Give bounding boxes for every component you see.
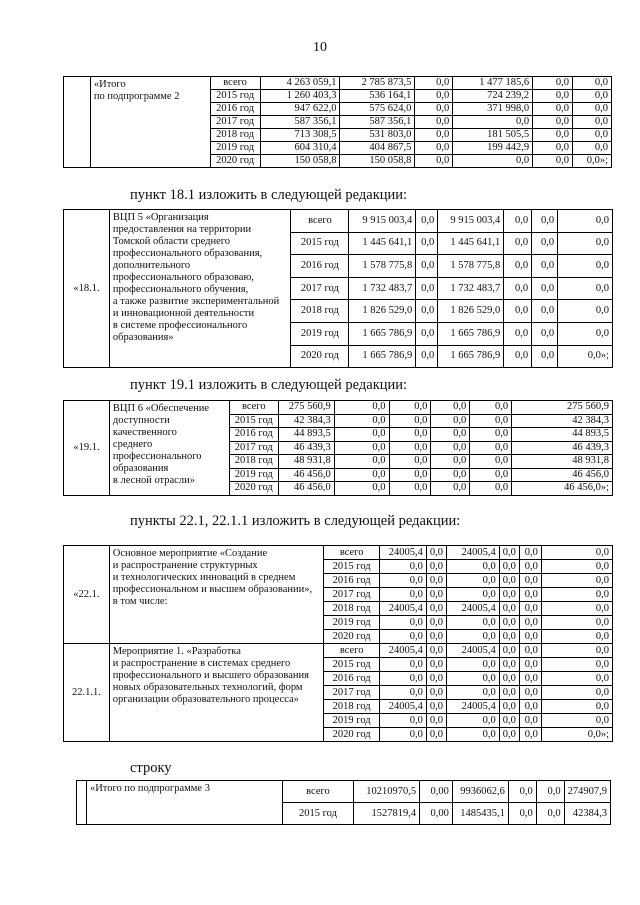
amount-cell: 0,0 <box>533 116 573 129</box>
amount-cell: 0,0 <box>519 700 541 714</box>
amount-cell: 0,0 <box>334 441 389 455</box>
amount-cell: 1 665 786,9 <box>349 345 416 368</box>
amount-cell: 0,0 <box>499 560 519 574</box>
amount-cell: 0,0 <box>533 77 573 90</box>
amount-cell: 1485435,1 <box>452 803 508 825</box>
amount-cell: 0,0 <box>558 322 613 345</box>
amount-cell: 0,0 <box>416 345 438 368</box>
amount-cell: 0,0 <box>426 672 446 686</box>
amount-cell: 0,0 <box>536 803 564 825</box>
amount-cell: 0,0 <box>334 414 389 428</box>
amount-cell: 0,0 <box>416 210 438 233</box>
amount-cell: 536 164,1 <box>340 90 415 103</box>
amount-cell: 0,0 <box>541 700 612 714</box>
amount-cell: 24005,4 <box>380 644 427 658</box>
amount-cell: 0,0 <box>447 574 500 588</box>
amount-cell: 0,0 <box>541 616 612 630</box>
amount-cell: 0,0 <box>426 602 446 616</box>
amount-cell: 0,0 <box>334 468 389 482</box>
amount-cell: 0,0 <box>519 686 541 700</box>
amount-cell: 0,0 <box>573 90 612 103</box>
amount-cell: 0,0 <box>504 345 532 368</box>
amount-cell: 24005,4 <box>380 700 427 714</box>
amount-cell: 0,0 <box>499 658 519 672</box>
amount-cell: 0,0 <box>499 714 519 728</box>
period-cell: 2017 год <box>291 277 349 300</box>
amount-cell: 9 915 003,4 <box>438 210 504 233</box>
amount-cell: 0,0 <box>558 255 613 278</box>
amount-cell: 0,0 <box>334 428 389 442</box>
amount-cell: 24005,4 <box>447 700 500 714</box>
amount-cell: 0,0 <box>431 455 470 469</box>
amount-cell: 0,0 <box>532 345 558 368</box>
amount-cell: 0,0 <box>426 700 446 714</box>
amount-cell: 0,0 <box>447 728 500 742</box>
amount-cell: 0,0 <box>541 546 612 560</box>
amount-cell: 0,0 <box>504 232 532 255</box>
amount-cell: 0,0 <box>389 455 431 469</box>
amount-cell: 4 263 059,1 <box>260 77 340 90</box>
amount-cell: 1 665 786,9 <box>438 322 504 345</box>
amount-cell: 48 931,8 <box>278 455 334 469</box>
amount-cell: 0,0 <box>426 588 446 602</box>
amount-cell: 0,0 <box>532 277 558 300</box>
amount-cell: 0,0 <box>470 428 512 442</box>
amount-cell: 0,0 <box>533 129 573 142</box>
amount-cell: 0,0 <box>470 401 512 415</box>
amount-cell: 0,0 <box>508 781 536 803</box>
amount-cell: 0,0 <box>499 672 519 686</box>
amount-cell: 0,0 <box>470 468 512 482</box>
amount-cell: 0,0 <box>573 77 612 90</box>
period-cell: 2020 год <box>229 482 278 496</box>
amount-cell: 0,0 <box>447 616 500 630</box>
amount-cell: 0,0 <box>426 560 446 574</box>
amount-cell: 0,0 <box>499 686 519 700</box>
amount-cell: 0,0 <box>541 588 612 602</box>
subprogram-3-totals-table <box>76 780 611 825</box>
amount-cell: 42 384,3 <box>512 414 613 428</box>
table-row <box>64 77 612 90</box>
amount-cell: 371 998,0 <box>453 103 533 116</box>
amount-cell: 0,0 <box>447 686 500 700</box>
period-cell: 2019 год <box>291 322 349 345</box>
amount-cell: 0,0 <box>380 686 427 700</box>
amount-cell: 0,0 <box>415 129 453 142</box>
amount-cell: 0,0 <box>470 441 512 455</box>
amount-cell: 0,0 <box>532 322 558 345</box>
amount-cell: 0,0 <box>416 255 438 278</box>
amount-cell: 0,0 <box>504 277 532 300</box>
amount-cell: 0,0 <box>519 574 541 588</box>
row-description-cell: ВЦП 6 «Обеспечение доступности качественного среднего профессионального образования в лесной отрасли» <box>109 401 229 496</box>
amount-cell: 0,0 <box>431 414 470 428</box>
amount-cell: 0,0 <box>380 658 427 672</box>
instruction-paragraph-18-1: пункт 18.1 изложить в следующей редакции: <box>130 187 408 203</box>
amount-cell: 46 439,3 <box>512 441 613 455</box>
amount-cell: 1 445 641,1 <box>349 232 416 255</box>
period-cell: 2016 год <box>291 255 349 278</box>
amount-cell: 0,0 <box>431 428 470 442</box>
period-cell: 2017 год <box>324 588 380 602</box>
period-cell: 2016 год <box>229 428 278 442</box>
amount-cell: 24005,4 <box>380 602 427 616</box>
row-code-cell <box>64 77 91 168</box>
subprogram-2-totals-table <box>63 76 612 168</box>
amount-cell: 0,0 <box>334 482 389 496</box>
period-cell: 2018 год <box>210 129 260 142</box>
amount-cell: 0,0 <box>504 300 532 323</box>
amount-cell: 0,0 <box>380 630 427 644</box>
amount-cell: 0,0 <box>573 116 612 129</box>
amount-cell: 0,0 <box>447 672 500 686</box>
amount-cell: 0,0»; <box>558 345 613 368</box>
amount-cell: 587 356,1 <box>340 116 415 129</box>
amount-cell: 48 931,8 <box>512 455 613 469</box>
amount-cell: 9 915 003,4 <box>349 210 416 233</box>
amount-cell: 0,0 <box>426 658 446 672</box>
amount-cell: 0,0 <box>532 232 558 255</box>
amount-cell: 1 578 775,8 <box>349 255 416 278</box>
amount-cell: 0,0 <box>426 546 446 560</box>
amount-cell: 275 560,9 <box>278 401 334 415</box>
amount-cell: 947 622,0 <box>260 103 340 116</box>
amount-cell: 0,0 <box>453 116 533 129</box>
amount-cell: 46 439,3 <box>278 441 334 455</box>
period-cell: 2015 год <box>229 414 278 428</box>
table-row <box>64 401 613 415</box>
amount-cell: 0,0 <box>519 644 541 658</box>
amount-cell: 2 785 873,5 <box>340 77 415 90</box>
amount-cell: 0,0 <box>533 90 573 103</box>
period-cell: 2020 год <box>324 630 380 644</box>
period-cell: всего <box>324 644 380 658</box>
amount-cell: 1 665 786,9 <box>349 322 416 345</box>
amount-cell: 0,0 <box>499 728 519 742</box>
amount-cell: 0,0 <box>541 686 612 700</box>
amount-cell: 0,0 <box>499 602 519 616</box>
amount-cell: 0,0 <box>558 277 613 300</box>
amount-cell: 0,0 <box>533 103 573 116</box>
amount-cell: 0,0 <box>499 546 519 560</box>
amount-cell: 24005,4 <box>447 546 500 560</box>
instruction-paragraph-22-1: пункты 22.1, 22.1.1 изложить в следующей редакции: <box>130 513 461 529</box>
amount-cell: 0,0 <box>541 574 612 588</box>
amount-cell: 24005,4 <box>447 644 500 658</box>
row-description-cell: Основное мероприятие «Создание и распространение структурных и технологических инноваций в среднем профессиональном и высшем образовании», в том числе: <box>109 546 323 644</box>
amount-cell: 42 384,3 <box>278 414 334 428</box>
amount-cell: 0,0 <box>447 658 500 672</box>
amount-cell: 0,0 <box>519 602 541 616</box>
period-cell: 2016 год <box>324 574 380 588</box>
amount-cell: 0,0 <box>426 714 446 728</box>
amount-cell: 0,0 <box>519 588 541 602</box>
period-cell: 2017 год <box>324 686 380 700</box>
row-description-cell: Мероприятие 1. «Разработка и распространение в системах среднего профессионального и высшего образования новых образовательных технологий, форм организации образовательного процесса» <box>109 644 323 742</box>
table-row <box>64 644 613 658</box>
amount-cell: 0,0 <box>447 588 500 602</box>
amount-cell: 0,0 <box>416 277 438 300</box>
period-cell: 2018 год <box>229 455 278 469</box>
amount-cell: 0,0 <box>389 428 431 442</box>
amount-cell: 0,0 <box>541 672 612 686</box>
amount-cell: 0,0 <box>415 155 453 168</box>
amount-cell: 1527819,4 <box>354 803 420 825</box>
amount-cell: 0,0 <box>519 672 541 686</box>
amount-cell: 0,0 <box>499 574 519 588</box>
amount-cell: 531 803,0 <box>340 129 415 142</box>
amount-cell: 575 624,0 <box>340 103 415 116</box>
amount-cell: 0,0 <box>334 401 389 415</box>
amount-cell: 0,0 <box>499 644 519 658</box>
amount-cell: 0,00 <box>420 781 453 803</box>
amount-cell: 404 867,5 <box>340 142 415 155</box>
amount-cell: 181 505,5 <box>453 129 533 142</box>
amount-cell: 0,0 <box>415 142 453 155</box>
row-code-cell: «18.1. <box>64 210 110 368</box>
amount-cell: 0,0 <box>415 90 453 103</box>
amount-cell: 0,0 <box>504 322 532 345</box>
period-cell: 2017 год <box>229 441 278 455</box>
amount-cell: 0,0 <box>499 700 519 714</box>
period-cell: 2018 год <box>324 602 380 616</box>
amount-cell: 0,0 <box>334 455 389 469</box>
amount-cell: 24005,4 <box>447 602 500 616</box>
period-cell: всего <box>229 401 278 415</box>
row-description-cell: ВЦП 5 «Организация предоставления на территории Томской области среднего профессионального образования, дополнительного профессионального образоваю, профессионального обучения, а также развитие экспериментальной и инновационной деятельности в системе профессионального образования» <box>109 210 291 368</box>
amount-cell: 0,0 <box>519 546 541 560</box>
amount-cell: 1 826 529,0 <box>349 300 416 323</box>
row-code-cell: «19.1. <box>64 401 110 496</box>
amount-cell: 0,0 <box>426 574 446 588</box>
amount-cell: 0,0 <box>573 142 612 155</box>
amount-cell: 1 826 529,0 <box>438 300 504 323</box>
row-description-cell: «Итого по подпрограмме 3 <box>86 781 282 825</box>
amount-cell: 0,0 <box>508 803 536 825</box>
amount-cell: 0,0 <box>415 77 453 90</box>
amount-cell: 150 058,8 <box>340 155 415 168</box>
amount-cell: 275 560,9 <box>512 401 613 415</box>
amount-cell: 42384,3 <box>564 803 610 825</box>
amount-cell: 0,0 <box>426 644 446 658</box>
period-cell: 2019 год <box>324 714 380 728</box>
amount-cell: 0,0 <box>519 658 541 672</box>
amount-cell: 0,0 <box>453 155 533 168</box>
amount-cell: 0,0 <box>389 482 431 496</box>
amount-cell: 1 578 775,8 <box>438 255 504 278</box>
amount-cell: 587 356,1 <box>260 116 340 129</box>
amount-cell: 0,0 <box>380 616 427 630</box>
amount-cell: 0,0 <box>558 210 613 233</box>
amount-cell: 0,0 <box>380 588 427 602</box>
period-cell: 2015 год <box>324 560 380 574</box>
period-cell: 2018 год <box>324 700 380 714</box>
amount-cell: 0,0 <box>389 401 431 415</box>
amount-cell: 0,0 <box>416 300 438 323</box>
row-code-cell <box>77 781 87 825</box>
period-cell: 2020 год <box>291 345 349 368</box>
amount-cell: 0,0 <box>380 560 427 574</box>
amount-cell: 0,0 <box>573 103 612 116</box>
amount-cell: 0,0 <box>431 482 470 496</box>
amount-cell: 0,0 <box>504 210 532 233</box>
amount-cell: 0,0 <box>380 714 427 728</box>
amount-cell: 0,0 <box>541 714 612 728</box>
amount-cell: 0,0 <box>573 129 612 142</box>
amount-cell: 274907,9 <box>564 781 610 803</box>
period-cell: 2020 год <box>210 155 260 168</box>
period-cell: всего <box>291 210 349 233</box>
page-number: 10 <box>313 40 327 55</box>
amount-cell: 0,0 <box>532 300 558 323</box>
amount-cell: 0,0 <box>533 155 573 168</box>
amount-cell: 44 893,5 <box>512 428 613 442</box>
amount-cell: 0,0 <box>499 616 519 630</box>
amount-cell: 0,0 <box>431 468 470 482</box>
amount-cell: 1 732 483,7 <box>438 277 504 300</box>
amount-cell: 46 456,0»; <box>512 482 613 496</box>
amount-cell: 1 445 641,1 <box>438 232 504 255</box>
amount-cell: 0,0 <box>532 210 558 233</box>
amount-cell: 10210970,5 <box>354 781 420 803</box>
amount-cell: 0,0 <box>470 482 512 496</box>
amount-cell: 0,0 <box>447 714 500 728</box>
instruction-line-stroku: строку <box>130 760 172 776</box>
period-cell: 2019 год <box>324 616 380 630</box>
amount-cell: 0,0 <box>470 455 512 469</box>
amount-cell: 0,0 <box>519 728 541 742</box>
amount-cell: 0,0 <box>426 630 446 644</box>
period-cell: 2017 год <box>210 116 260 129</box>
period-cell: 2015 год <box>324 658 380 672</box>
item-19-1-table <box>63 400 613 496</box>
amount-cell: 0,0 <box>504 255 532 278</box>
amount-cell: 46 456,0 <box>512 468 613 482</box>
amount-cell: 0,0 <box>447 630 500 644</box>
row-description-cell: «Итого по подпрограмме 2 <box>90 77 210 168</box>
amount-cell: 0,0 <box>519 630 541 644</box>
period-cell: 2018 год <box>291 300 349 323</box>
table-row <box>64 210 613 233</box>
amount-cell: 0,0 <box>431 441 470 455</box>
row-code-cell: 22.1.1. <box>64 644 110 742</box>
amount-cell: 24005,4 <box>380 546 427 560</box>
amount-cell: 44 893,5 <box>278 428 334 442</box>
period-cell: всего <box>282 781 354 803</box>
row-code-cell: «22.1. <box>64 546 110 644</box>
amount-cell: 0,0 <box>431 401 470 415</box>
amount-cell: 724 239,2 <box>453 90 533 103</box>
amount-cell: 0,0 <box>532 255 558 278</box>
amount-cell: 0,0 <box>536 781 564 803</box>
amount-cell: 0,0 <box>380 672 427 686</box>
amount-cell: 1 477 185,6 <box>453 77 533 90</box>
period-cell: 2015 год <box>291 232 349 255</box>
amount-cell: 0,0 <box>447 560 500 574</box>
amount-cell: 0,0»; <box>573 155 612 168</box>
amount-cell: 0,0 <box>380 728 427 742</box>
amount-cell: 0,0 <box>541 658 612 672</box>
amount-cell: 46 456,0 <box>278 468 334 482</box>
amount-cell: 0,0 <box>519 560 541 574</box>
instruction-paragraph-19-1: пункт 19.1 изложить в следующей редакции: <box>130 377 408 393</box>
period-cell: 2015 год <box>282 803 354 825</box>
amount-cell: 0,0 <box>541 630 612 644</box>
amount-cell: 0,0 <box>519 714 541 728</box>
amount-cell: 0,0 <box>415 103 453 116</box>
amount-cell: 0,0 <box>499 630 519 644</box>
amount-cell: 0,0 <box>541 644 612 658</box>
amount-cell: 0,00 <box>420 803 453 825</box>
period-cell: 2016 год <box>210 103 260 116</box>
period-cell: 2015 год <box>210 90 260 103</box>
period-cell: 2020 год <box>324 728 380 742</box>
amount-cell: 0,0 <box>541 602 612 616</box>
amount-cell: 9936062,6 <box>452 781 508 803</box>
amount-cell: 0,0 <box>389 414 431 428</box>
amount-cell: 46 456,0 <box>278 482 334 496</box>
period-cell: 2019 год <box>229 468 278 482</box>
amount-cell: 0,0 <box>541 560 612 574</box>
amount-cell: 1 665 786,9 <box>438 345 504 368</box>
period-cell: всего <box>324 546 380 560</box>
amount-cell: 1 732 483,7 <box>349 277 416 300</box>
amount-cell: 713 308,5 <box>260 129 340 142</box>
amount-cell: 0,0 <box>416 322 438 345</box>
amount-cell: 150 058,8 <box>260 155 340 168</box>
amount-cell: 0,0 <box>558 300 613 323</box>
item-18-1-table <box>63 209 613 368</box>
amount-cell: 0,0 <box>470 414 512 428</box>
table-row <box>77 781 611 803</box>
amount-cell: 0,0 <box>519 616 541 630</box>
amount-cell: 1 260 403,3 <box>260 90 340 103</box>
amount-cell: 0,0 <box>558 232 613 255</box>
amount-cell: 0,0»; <box>541 728 612 742</box>
period-cell: всего <box>210 77 260 90</box>
table-row <box>64 546 613 560</box>
items-22-1-table <box>63 545 613 742</box>
period-cell: 2016 год <box>324 672 380 686</box>
amount-cell: 0,0 <box>426 728 446 742</box>
amount-cell: 0,0 <box>416 232 438 255</box>
amount-cell: 0,0 <box>380 574 427 588</box>
amount-cell: 0,0 <box>389 468 431 482</box>
amount-cell: 199 442,9 <box>453 142 533 155</box>
amount-cell: 0,0 <box>426 616 446 630</box>
amount-cell: 0,0 <box>389 441 431 455</box>
amount-cell: 0,0 <box>415 116 453 129</box>
amount-cell: 0,0 <box>426 686 446 700</box>
amount-cell: 604 310,4 <box>260 142 340 155</box>
amount-cell: 0,0 <box>499 588 519 602</box>
period-cell: 2019 год <box>210 142 260 155</box>
amount-cell: 0,0 <box>533 142 573 155</box>
